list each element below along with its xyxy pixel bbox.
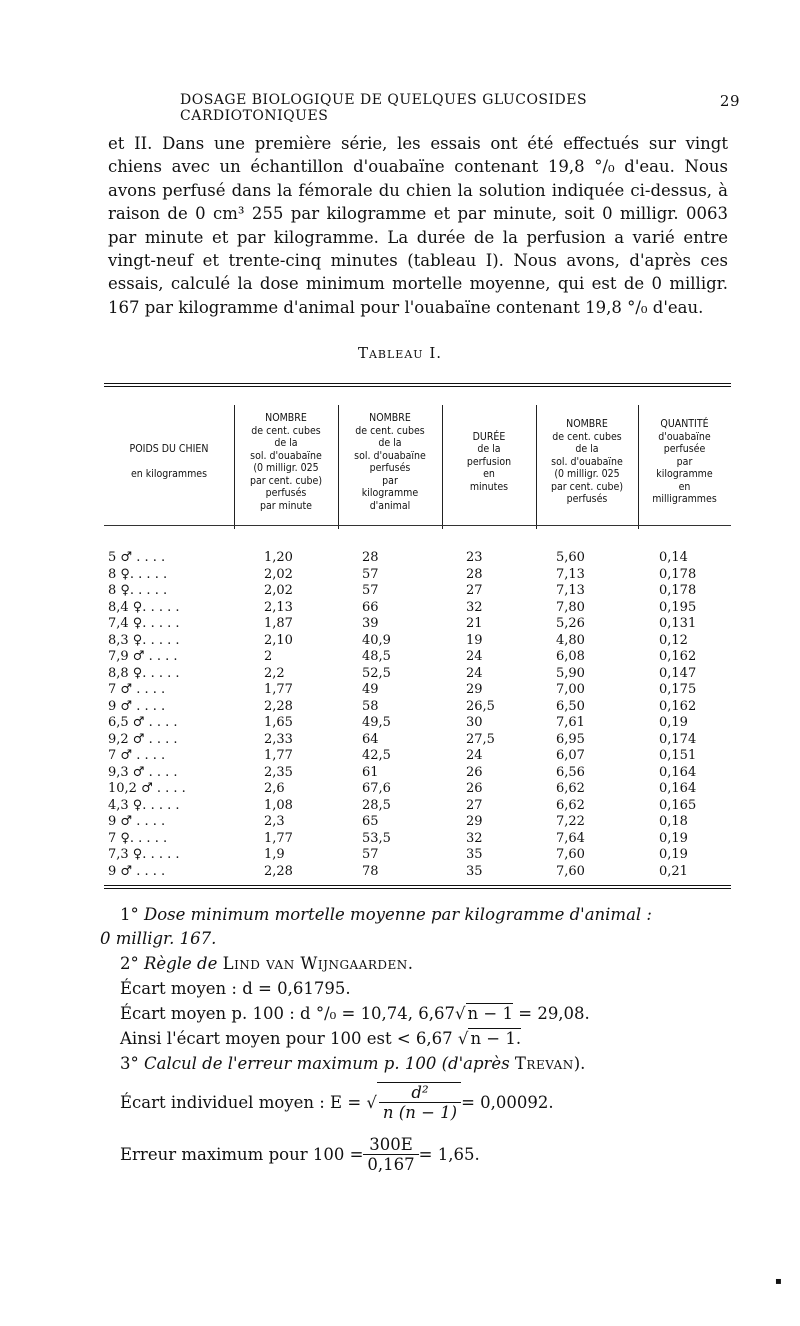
table-row: 4,3 ♀. . . . . 1,08 28,5 27 6,62 0,165 (108, 797, 697, 813)
page-mark: ▪ (775, 1276, 782, 1287)
running-title: DOSAGE BIOLOGIQUE DE QUELQUES GLUCOSIDES CARDIOTONIQUES (180, 92, 588, 124)
calc-line-9: Erreur maximum pour 100 = $\frac{300E}{0,167}$ = 1,65. (120, 1134, 480, 1174)
table-row: 8,3 ♀. . . . . 2,10 40,9 19 4,80 0,12 (108, 632, 688, 648)
fraction: $\frac{\text{d²}}{n (n - 1)}$ (377, 1082, 461, 1122)
calc-line-8: Écart individuel moyen : E = √ $\frac{\text{d²}}{n (n - 1)}$ = 0,00092. (120, 1083, 554, 1122)
table-row: 9 ♂ . . . . 2,3 65 29 7,22 0,18 (108, 814, 688, 829)
table-row: 7,3 ♀. . . . . 1,9 57 35 7,60 0,19 (108, 847, 688, 862)
table-row: 7,9 ♂ . . . . 2 48,5 24 6,08 0,162 (108, 649, 697, 664)
header-rule (104, 525, 731, 526)
column-divider (638, 405, 639, 529)
header-weight: POIDS DU CHIEN en kilogrammes (129, 443, 209, 481)
table-row: 8,8 ♀. . . . . 2,2 52,5 24 5,90 0,147 (108, 665, 697, 681)
table-row: 10,2 ♂ . . . . 2,6 67,6 26 6,62 0,164 (108, 781, 697, 796)
table-row: 7,4 ♀. . . . . 1,87 39 21 5,26 0,131 (108, 616, 697, 631)
calc-line-5: Écart moyen p. 100 : d °/₀ = 10,74, 6,67√ n − 1 = 29,08. (120, 1004, 590, 1023)
table-row: 7 ♂ . . . . 1,77 49 29 7,00 0,175 (108, 682, 697, 697)
header-cc-total: NOMBRE de cent. cubes de la sol. d'ouabaïne (0 milligr. 025 par cent. cube) perfusés (550, 418, 624, 506)
table-row: 5 ♂ . . . . 1,20 28 23 5,60 0,14 (108, 550, 688, 565)
header-duration: DURÉE de la perfusion en minutes (466, 430, 512, 493)
table-header (104, 401, 731, 523)
calc-line-1: 1° Dose minimum mortelle moyenne par kilogramme d'animal : (120, 905, 652, 924)
data-table (104, 383, 731, 889)
table-row: 7 ♂ . . . . 1,77 42,5 24 6,07 0,151 (108, 748, 697, 763)
header-cc-per-minute: NOMBRE de cent. cubes de la sol. d'ouabaïne (0 milligr. 025 par cent. cube) perfusés par minute (249, 412, 323, 512)
column-divider (536, 405, 537, 529)
column-divider (442, 405, 443, 529)
header-quantity: QUANTITÉ d'ouabaïne perfusée par kilogramme en milligrammes (652, 418, 717, 506)
fraction: $\frac{300E}{0,167}$ (363, 1135, 418, 1174)
calc-line-6: Ainsi l'écart moyen pour 100 est < 6,67 √ n − 1. (120, 1029, 522, 1048)
table-row: 9,3 ♂ . . . . 2,35 61 26 6,56 0,164 (108, 764, 697, 780)
table-row: 9 ♂ . . . . 2,28 78 35 7,60 0,21 (108, 863, 688, 879)
calc-line-3: 2° Règle de Lind van Wijngaarden. (120, 954, 414, 973)
calc-line-2: 0 milligr. 167. (100, 929, 217, 948)
table-row: 8 ♀. . . . . 2,02 57 27 7,13 0,178 (108, 583, 697, 598)
table-row: 6,5 ♂ . . . . 1,65 49,5 30 7,61 0,19 (108, 715, 688, 730)
intro-paragraph: et II. Dans une première série, les essais ont été effectués sur vingt chiens avec un échantillon d'ouabaïne contenant 19,8 °/₀ d'eau. Nous avons perfusé dans la fémorale du chien la solution indiquée ci-dessus, à raison de 0 cm³ 255 par kilogramme et par minute, soit 0 milligr. 0063 par minute et par kilogramme. La durée de la perfusion a varié entre vingt-neuf et trente-cinq minutes (tableau I). Nous avons, d'après ces essais, calculé la dose minimum mortelle moyenne, qui est de 0 milligr. 167 par kilogramme d'animal pour l'ouabaïne contenant 19,8 °/₀ d'eau. (108, 134, 728, 317)
column-divider (338, 405, 339, 529)
table-row: 7 ♀. . . . . 1,77 53,5 32 7,64 0,19 (108, 830, 688, 846)
table-row: 9 ♂ . . . . 2,28 58 26,5 6,50 0,162 (108, 698, 697, 714)
table-title: Tableau I. (357, 344, 443, 362)
column-divider (234, 405, 235, 529)
header-cc-per-kg: NOMBRE de cent. cubes de la sol. d'ouabaïne perfusés par kilogramme d'animal (354, 412, 426, 512)
calc-line-7: 3° Calcul de l'erreur maximum p. 100 (d'après Trevan). (120, 1054, 586, 1073)
table-row: 8 ♀. . . . . 2,02 57 28 7,13 0,178 (108, 566, 697, 582)
page-number: 29 (719, 92, 740, 110)
calc-line-4: Écart moyen : d = 0,61795. (120, 979, 351, 998)
table-row: 8,4 ♀. . . . . 2,13 66 32 7,80 0,195 (108, 599, 697, 615)
table-row: 9,2 ♂ . . . . 2,33 64 27,5 6,95 0,174 (108, 731, 697, 747)
